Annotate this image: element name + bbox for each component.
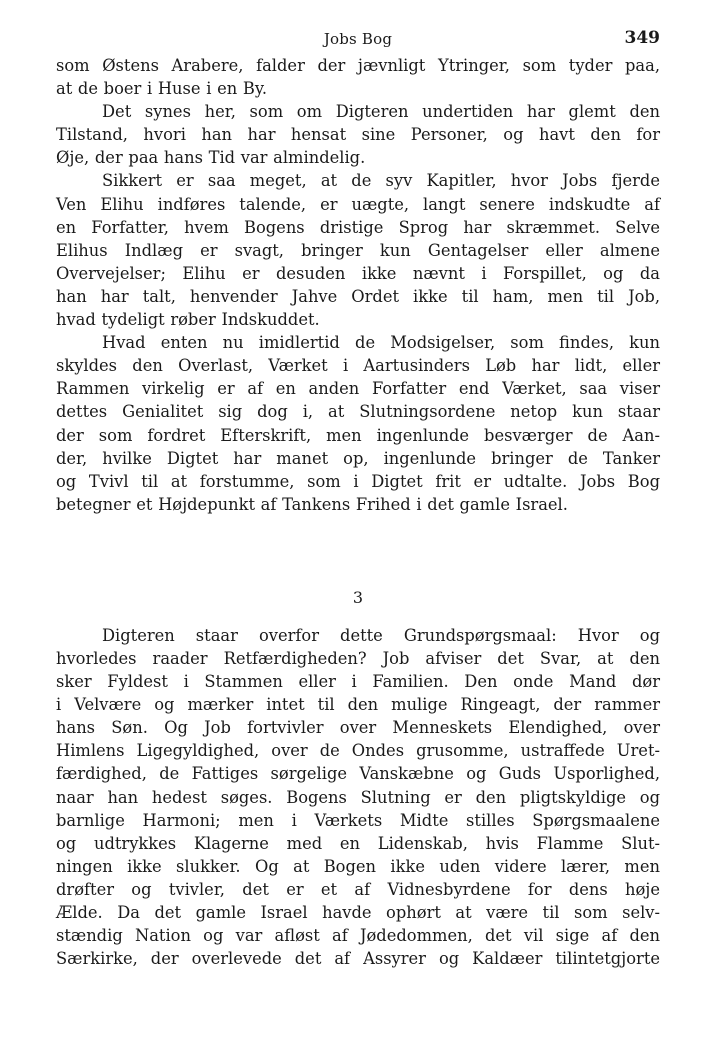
text-line: at de boer i Huse i en By. [56, 79, 268, 99]
text-line: sker Fyldest i Stammen eller i Familien. Den onde Mand dør [56, 672, 660, 692]
text-line: Hvad enten nu imidlertid de Modsigelser, som findes, kun [102, 333, 660, 353]
text-line: Rammen virkelig er af en anden Forfatter end Værket, saa viser [56, 379, 660, 399]
page-number: 349 [624, 28, 660, 48]
text-line: hvad tydeligt røber Indskuddet. [56, 310, 320, 330]
text-line: han har talt, henvender Jahve Ordet ikke til ham, men til Job, [56, 286, 660, 306]
paragraph [56, 54, 660, 100]
text-line: Det synes her, som om Digteren undertiden har glemt den [102, 102, 660, 122]
text-line: Himlens Ligegyldighed, over de Ondes grusomme, ustraffede Uret- [56, 741, 660, 761]
text-line: betegner et Højdepunkt af Tankens Frihed i det gamle Israel. [56, 494, 568, 514]
text-line: og udtrykkes Klagerne med en Lidenskab, hvis Flamme Slut- [56, 833, 660, 853]
text-line: hans Søn. Og Job fortvivler over Menneskets Elendighed, over [56, 718, 660, 738]
text-line: Særkirke, der overlevede det af Assyrer og Kaldæer tilintetgjorte [56, 949, 660, 969]
paragraph [56, 100, 660, 169]
section-number: 3 [352, 587, 364, 607]
text-line: Ven Elihu indføres talende, er uægte, langt senere indskudte af [56, 194, 660, 214]
text-line: Ælde. Da det gamle Israel havde ophørt at være til som selv- [56, 903, 660, 922]
text-line: ningen ikke slukker. Og at Bogen ikke uden videre lærer, men [56, 856, 660, 876]
page [56, 28, 660, 970]
text-line: Sikkert er saa meget, at de syv Kapitler, hvor Jobs fjerde [102, 171, 660, 191]
text-line: som Østens Arabere, falder der jævnligt Ytringer, som tyder paa, [56, 56, 660, 75]
text-line: stændig Nation og var afløst af Jødedommen, det vil sige af den [56, 926, 660, 946]
text-line: en Forfatter, hvem Bogens dristige Sprog har skræmmet. Selve [56, 217, 660, 237]
running-title: Jobs Bog [323, 30, 393, 48]
text-line: Øje, der paa hans Tid var almindelig. [56, 148, 366, 168]
text-line: drøfter og tvivler, det er et af Vidnesbyrdene for dens høje [56, 879, 660, 899]
paragraph [56, 624, 660, 970]
paragraph [56, 169, 660, 331]
section-spacer [56, 611, 660, 624]
text-line: og Tvivl til at forstumme, som i Digtet frit er udtalte. Jobs Bog [56, 471, 660, 491]
text-line: Overvejelser; Elihu er desuden ikke nævnt i Forspillet, og da [56, 263, 660, 283]
paragraph [56, 331, 660, 516]
text-line: færdighed, de Fattiges sørgelige Vanskæbne og Guds Usporlighed, [56, 764, 660, 784]
text-line: barnlige Harmoni; men i Værkets Midte stilles Spørgsmaalene [56, 810, 660, 830]
text-line: i Velvære og mærker intet til den mulige Ringeagt, der rammer [56, 695, 660, 715]
text-line: Tilstand, hvori han har hensat sine Personer, og havt den for [56, 125, 660, 145]
text-line: Digteren staar overfor dette Grundspørgsmaal: Hvor og [102, 625, 660, 645]
text-line: hvorledes raader Retfærdigheden? Job afviser det Svar, at den [56, 648, 660, 668]
text-line: dettes Genialitet sig dog i, at Slutningsordene netop kun staar [56, 402, 660, 422]
text-line: Elihus Indlæg er svagt, bringer kun Gentagelser eller almene [56, 240, 660, 260]
text-line: naar han hedest søges. Bogens Slutning er den pligtskyldige og [56, 787, 660, 807]
text-line: der, hvilke Digtet har manet op, ingenlunde bringer de Tanker [56, 448, 660, 468]
text-line: der som fordret Efterskrift, men ingenlunde besværger de Aan- [56, 425, 660, 445]
section-spacer [56, 516, 660, 588]
text-line: skyldes den Overlast, Værket i Aartusinders Løb har lidt, eller [56, 356, 660, 376]
running-header [56, 28, 660, 54]
